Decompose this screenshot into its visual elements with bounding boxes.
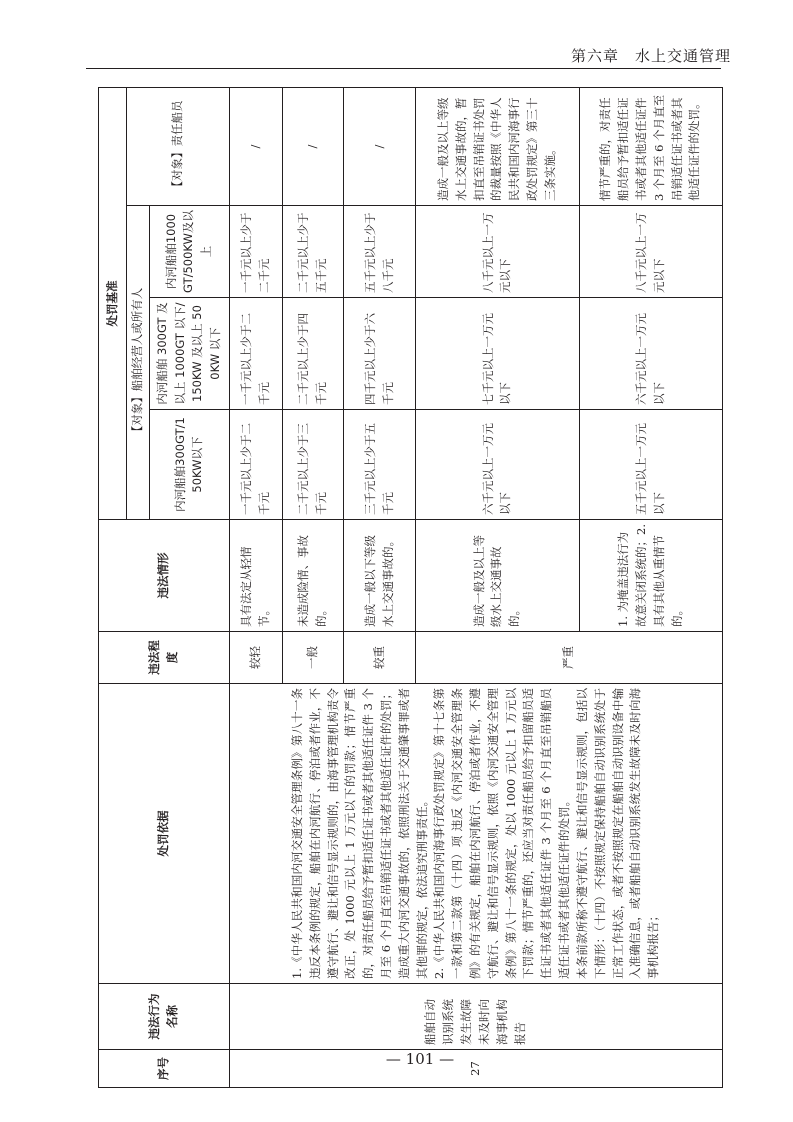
fine-c-cell: 一千元以上少于二千元 (229, 206, 282, 298)
fine-a-cell: 一千元以上少于二千元 (229, 410, 282, 520)
fine-b-cell: 二千元以上少于四千元 (283, 298, 344, 410)
fine-c-cell: 八千元以上一万元以下 (579, 206, 722, 298)
crew-penalty-cell: 造成一般及以上等级水上交通事故的，暂扣直至吊销证书处罚的裁量按照《中华人民共和国内河海事行政处罚规定》第三十三条实施。 (416, 88, 580, 206)
fine-a-cell: 三千元以上少于五千元 (344, 410, 416, 520)
severity-cell: 严重 (416, 632, 723, 684)
fine-a-cell: 二千元以上少于三千元 (283, 410, 344, 520)
crew-penalty-cell: / (229, 88, 282, 206)
penalty-table-rotated (98, 88, 723, 1088)
severity-cell: 较轻 (229, 632, 282, 684)
fine-a-cell: 六千元以上一万元以下 (416, 410, 580, 520)
chapter-header: 第六章 水上交通管理 (570, 47, 731, 65)
header-basis: 处罚依据 (99, 684, 230, 984)
header-standard: 处罚基准 (99, 88, 127, 520)
fine-b-cell: 一千元以上少于二千元 (229, 298, 282, 410)
header-behavior: 违法行为名称 (99, 984, 230, 1050)
fine-c-cell: 五千元以上少于八千元 (344, 206, 416, 298)
row-seq: 27 (229, 1050, 722, 1088)
header-divider (86, 68, 721, 69)
header-crew-object: 【对象】责任船员 (127, 88, 230, 206)
crew-penalty-cell: 情节严重的，对责任船员给予暂扣适任证书或者其他适任证件 3 个月至 6 个月直至吊销适任证书或者其他适任证件的处罚。 (579, 88, 722, 206)
penalty-table (98, 87, 723, 1088)
circumstance-cell: 具有法定从轻情节。 (229, 520, 282, 632)
basis-item-3: 本条前款所称不遵守航行、避让和信号显示规则，包括以下情形：（十四）不按照规定保持船舶自动识别系统处于正常工作状态，或者不按照规定在船舶自动识别设备中输入准确信息，或者船舶自动识别系统发生故障未及时向海事机构报告； (574, 688, 661, 979)
fine-a-cell: 五千元以上一万元以下 (579, 410, 722, 520)
header-col-b: 内河船舶 300GT 及以上 1000GT 以下/150KW 及以上 500KW 以下 (149, 298, 229, 410)
severity-cell: 较重 (344, 632, 416, 684)
fine-b-cell: 四千元以上少于六千元 (344, 298, 416, 410)
page-number: — 101 — (385, 1050, 455, 1068)
header-severity: 违法程度 (99, 632, 230, 684)
fine-c-cell: 二千元以上少于五千元 (283, 206, 344, 298)
fine-b-cell: 七千元以上一万元以下 (416, 298, 580, 410)
header-circumstance: 违法情形 (99, 520, 230, 632)
fine-b-cell: 六千元以上一万元以下 (579, 298, 722, 410)
crew-penalty-cell: / (344, 88, 416, 206)
header-seq: 序号 (99, 1050, 230, 1088)
crew-penalty-cell: / (283, 88, 344, 206)
circumstance-cell: 造成一般及以上等级水上交通事故的。 (416, 520, 580, 632)
header-col-a: 内河船舶300GT/150KW以下 (149, 410, 229, 520)
row-behavior: 船舶自动识别系统发生故障未及时向海事机构报告 (229, 984, 722, 1050)
severity-cell: 一般 (283, 632, 344, 684)
header-owner-object: 【对象】船舶经营人或所有人 (127, 206, 150, 520)
circumstance-cell: 未造成险情、事故的。 (283, 520, 344, 632)
circumstance-cell: 1. 为掩盖违法行为故意关闭系统的；2. 具有其他从重情节的。 (579, 520, 722, 632)
circumstance-cell: 造成一般以下等级水上交通事故的。 (344, 520, 416, 632)
header-col-c: 内河船舶1000GT/500KW及以上 (149, 206, 229, 298)
row-basis (229, 684, 722, 984)
basis-item-1: 1.《中华人民共和国内河交通安全管理条例》第八十一条 违反本条例的规定，船舶在内河航行、停泊或者作业，不遵守航行、避让和信号显示规则的，由海事管理机构责令改正，处 1000 元以上 1 万元以下的罚款；情节严重的，对责任船员给予暂扣适任证书或者其他适任证件 3 个月至 6 个月直至吊销适任证书或者其他适任证件的处罚；造成重大内河交通事故的，依照刑法关于交通肇事罪或者其他罪的规定，依法追究刑事责任。 (289, 688, 429, 979)
fine-c-cell: 八千元以上一万元以下 (416, 206, 580, 298)
basis-item-2: 2.《中华人民共和国内河海事行政处罚规定》第十七条第一款和第二款第（十四）项 违反《内河交通安全管理条例》的有关规定，船舶在内河航行、停泊或者作业，不遵守航行、避让和信号显示规则，依照《内河交通安全管理条例》第八十一条的规定，处以 1000 元以上 1 万元以下罚款；情节严重的，还应当对责任船员给予扣留船员适任证书或者其他适任证件 3 个月至 6 个月直至吊销船员适任证书或者其他适任证件的处罚。 (432, 688, 572, 979)
